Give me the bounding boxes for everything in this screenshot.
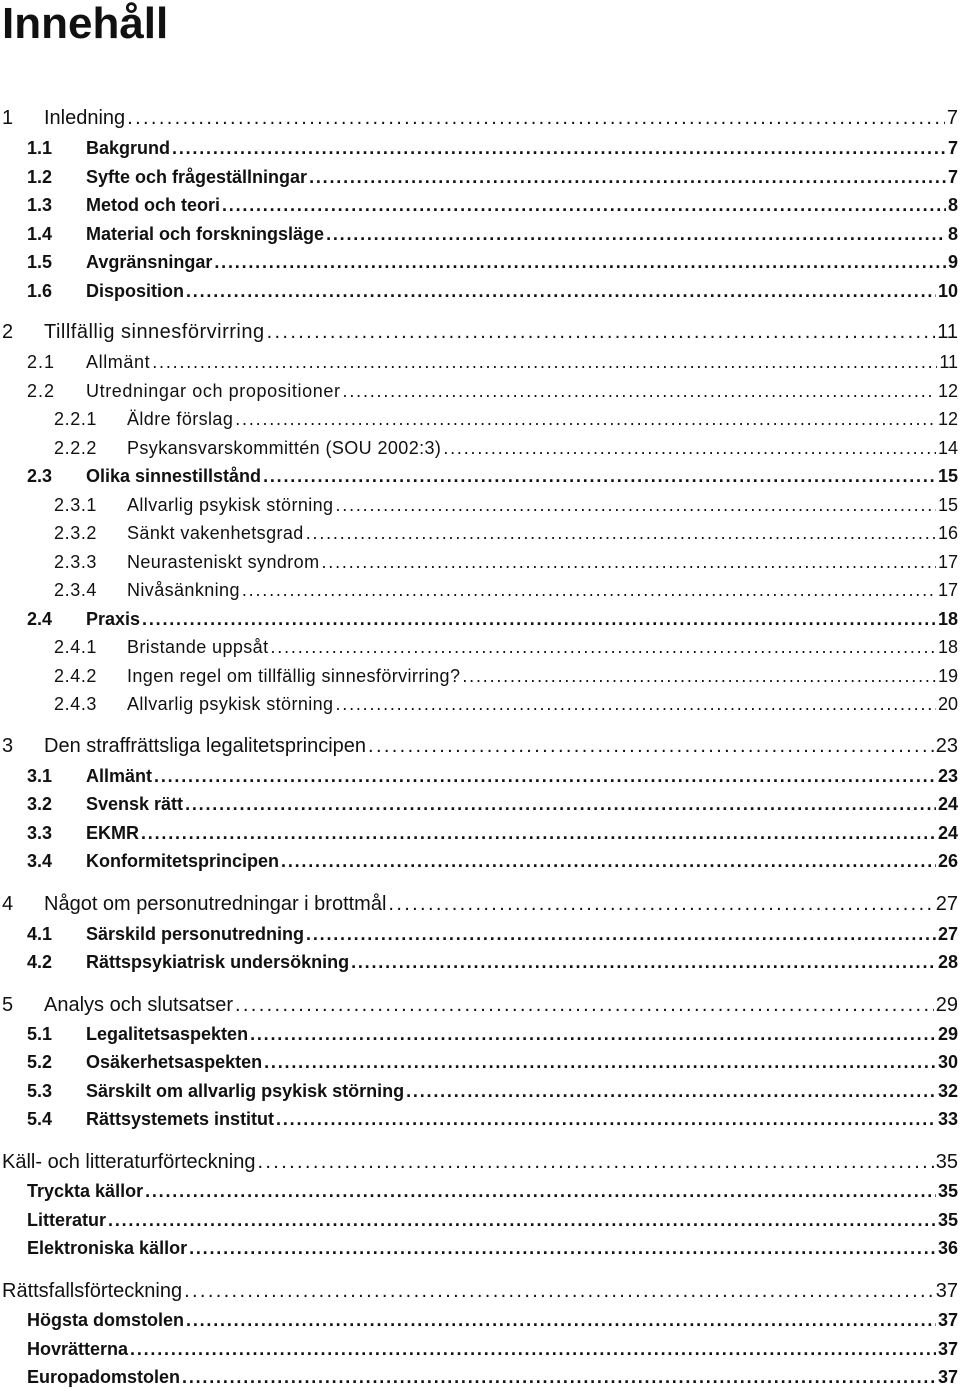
toc-entry[interactable] bbox=[0, 953, 958, 971]
section-number: 2.4.1 bbox=[54, 637, 98, 657]
dot-leader bbox=[189, 1239, 936, 1257]
section-number: 1.2 bbox=[27, 167, 53, 187]
toc-entry[interactable] bbox=[0, 1368, 958, 1386]
section-title: Legalitetsaspekten bbox=[86, 1024, 249, 1044]
toc-entry[interactable] bbox=[0, 382, 958, 400]
toc-entry[interactable] bbox=[0, 168, 958, 186]
dot-leader bbox=[172, 139, 946, 157]
section-title: Ingen regel om tillfällig sinnesförvirring? bbox=[127, 666, 461, 686]
toc-entry[interactable] bbox=[0, 824, 958, 842]
dot-leader bbox=[406, 1082, 936, 1100]
page-number: 37 bbox=[935, 1280, 958, 1302]
page-number: 37 bbox=[937, 1310, 958, 1330]
section-number: 5.2 bbox=[27, 1052, 53, 1072]
page-number: 23 bbox=[935, 735, 958, 757]
toc-entry[interactable] bbox=[0, 1340, 958, 1358]
toc-entry[interactable] bbox=[0, 1082, 958, 1100]
section-title: Den straffrättsliga legalitetsprincipen bbox=[44, 735, 367, 757]
dot-leader bbox=[185, 795, 936, 813]
page-number: 12 bbox=[937, 409, 958, 429]
section-title: Olika sinnestillstånd bbox=[86, 466, 262, 486]
toc-entry[interactable] bbox=[0, 581, 958, 599]
page-number: 37 bbox=[937, 1339, 958, 1359]
section-title: Särskild personutredning bbox=[86, 924, 305, 944]
page-number: 9 bbox=[947, 252, 958, 272]
page-number: 35 bbox=[937, 1181, 958, 1201]
section-number: 5.1 bbox=[27, 1024, 53, 1044]
toc-entry[interactable] bbox=[0, 196, 958, 214]
section-number: 4.1 bbox=[27, 924, 53, 944]
section-title: Nivåsänkning bbox=[127, 580, 240, 600]
page-number: 10 bbox=[937, 281, 958, 301]
dot-leader bbox=[250, 1025, 936, 1043]
section-number: 3.4 bbox=[27, 851, 53, 871]
section-number: 5.4 bbox=[27, 1109, 53, 1129]
page-number: 30 bbox=[937, 1052, 958, 1072]
section-title: Psykansvarskommittén (SOU 2002:3) bbox=[127, 438, 442, 458]
page-number: 35 bbox=[937, 1210, 958, 1230]
toc-entry[interactable] bbox=[0, 695, 958, 713]
section-number: 1.1 bbox=[27, 138, 53, 158]
toc-entry[interactable] bbox=[0, 1211, 958, 1229]
dot-leader bbox=[142, 610, 936, 628]
section-title: Praxis bbox=[86, 609, 141, 629]
section-number: 1.5 bbox=[27, 252, 53, 272]
toc-entry[interactable] bbox=[0, 667, 958, 685]
section-title: Särskilt om allvarlig psykisk störning bbox=[86, 1081, 405, 1101]
section-number: 4.2 bbox=[27, 952, 53, 972]
section-number: 1.6 bbox=[27, 281, 53, 301]
section-title: Konformitetsprincipen bbox=[86, 851, 280, 871]
section-title: Material och forskningsläge bbox=[86, 224, 325, 244]
dot-leader bbox=[271, 638, 936, 656]
page-number: 24 bbox=[937, 794, 958, 814]
section-number: 2 bbox=[2, 321, 14, 343]
section-title: Något om personutredningar i brottmål bbox=[44, 893, 387, 915]
dot-leader bbox=[184, 1281, 934, 1301]
page-number: 29 bbox=[937, 1024, 958, 1044]
toc-entry[interactable] bbox=[0, 439, 958, 457]
dot-leader bbox=[264, 1053, 936, 1071]
page-number: 8 bbox=[947, 224, 958, 244]
section-title: Bakgrund bbox=[86, 138, 171, 158]
dot-leader bbox=[222, 196, 946, 214]
section-title: Bristande uppsåt bbox=[127, 637, 269, 657]
section-number: 3.2 bbox=[27, 794, 53, 814]
section-title: Metod och teori bbox=[86, 195, 220, 215]
dot-leader bbox=[335, 496, 936, 514]
page-number: 12 bbox=[937, 381, 958, 401]
dot-leader bbox=[182, 1368, 936, 1386]
section-title: Tryckta källor bbox=[27, 1181, 144, 1201]
dot-leader bbox=[235, 995, 934, 1015]
dot-leader bbox=[276, 1110, 936, 1128]
dot-leader bbox=[321, 553, 935, 571]
toc-entry[interactable] bbox=[0, 139, 958, 157]
section-title: EKMR bbox=[86, 823, 139, 843]
dot-leader bbox=[242, 581, 936, 599]
dot-leader bbox=[235, 410, 936, 428]
page-number: 26 bbox=[937, 851, 958, 871]
dot-leader bbox=[263, 467, 936, 485]
section-title: Neurasteniskt syndrom bbox=[127, 552, 320, 572]
toc-entry[interactable] bbox=[0, 225, 958, 243]
toc-entry[interactable] bbox=[0, 553, 958, 571]
section-number: 2.3.4 bbox=[54, 580, 98, 600]
section-number: 2.1 bbox=[27, 352, 56, 372]
page-number: 16 bbox=[937, 523, 958, 543]
section-number: 2.2.1 bbox=[54, 409, 98, 429]
dot-leader bbox=[388, 894, 933, 914]
section-number: 1.3 bbox=[27, 195, 53, 215]
section-title: Disposition bbox=[86, 281, 184, 301]
dot-leader bbox=[108, 1211, 936, 1229]
section-title: Osäkerhetsaspekten bbox=[86, 1052, 263, 1072]
toc-entry[interactable] bbox=[0, 1281, 958, 1301]
toc-entry[interactable] bbox=[0, 795, 958, 813]
section-number: 2.3 bbox=[27, 466, 53, 486]
toc-entry[interactable] bbox=[0, 852, 958, 870]
section-title: Elektroniska källor bbox=[27, 1238, 188, 1258]
toc-entry[interactable] bbox=[0, 767, 958, 785]
dot-leader bbox=[306, 524, 936, 542]
page-number: 28 bbox=[937, 952, 958, 972]
toc-entry[interactable] bbox=[0, 253, 958, 271]
page-number: 11 bbox=[937, 321, 958, 343]
toc-entry[interactable] bbox=[0, 410, 958, 428]
section-number: 3.3 bbox=[27, 823, 53, 843]
dot-leader bbox=[145, 1182, 936, 1200]
section-title: Tillfällig sinnesförvirring bbox=[44, 321, 265, 343]
section-title: Sänkt vakenhetsgrad bbox=[127, 523, 304, 543]
section-title: Rättsystemets institut bbox=[86, 1109, 275, 1129]
page-number: 29 bbox=[935, 994, 958, 1016]
dot-leader bbox=[281, 852, 936, 870]
section-number: 1.4 bbox=[27, 224, 53, 244]
page-number: 18 bbox=[937, 609, 958, 629]
page-number: 20 bbox=[937, 694, 958, 714]
page-number: 7 bbox=[947, 138, 958, 158]
toc-entry[interactable] bbox=[0, 322, 958, 342]
section-number: 2.2 bbox=[27, 381, 56, 401]
section-number: 5.3 bbox=[27, 1081, 53, 1101]
page-number: 17 bbox=[937, 552, 958, 572]
page-title: Innehåll bbox=[2, 0, 169, 48]
dot-leader bbox=[214, 253, 946, 271]
page-number: 19 bbox=[937, 666, 958, 686]
dot-leader bbox=[309, 168, 946, 186]
toc-entry[interactable] bbox=[0, 894, 958, 914]
section-number: 2.2.2 bbox=[54, 438, 98, 458]
page-number: 11 bbox=[939, 352, 958, 372]
section-title: Allmänt bbox=[86, 766, 153, 786]
page-number: 17 bbox=[937, 580, 958, 600]
dot-leader bbox=[326, 225, 946, 243]
toc-entry[interactable] bbox=[0, 282, 958, 300]
dot-leader bbox=[257, 1152, 933, 1172]
section-title: Allvarlig psykisk störning bbox=[127, 495, 334, 515]
section-number: 2.3.3 bbox=[54, 552, 98, 572]
section-title: Litteratur bbox=[27, 1210, 107, 1230]
section-number: 2.4.3 bbox=[54, 694, 98, 714]
section-title: Svensk rätt bbox=[86, 794, 184, 814]
page-number: 24 bbox=[937, 823, 958, 843]
section-number: 1 bbox=[2, 107, 14, 129]
dot-leader bbox=[343, 382, 936, 400]
dot-leader bbox=[351, 953, 936, 971]
dot-leader bbox=[443, 439, 936, 457]
toc-entry[interactable] bbox=[0, 496, 958, 514]
section-number: 2.3.2 bbox=[54, 523, 98, 543]
page-number: 33 bbox=[937, 1109, 958, 1129]
dot-leader bbox=[186, 1311, 936, 1329]
section-title: Rättspsykiatrisk undersökning bbox=[86, 952, 350, 972]
section-title: Syfte och frågeställningar bbox=[86, 167, 308, 187]
page-number: 15 bbox=[937, 495, 958, 515]
page-number: 35 bbox=[935, 1151, 958, 1173]
page-number: 7 bbox=[947, 167, 958, 187]
section-number: 5 bbox=[2, 994, 14, 1016]
toc-entry[interactable] bbox=[0, 638, 958, 656]
section-title: Avgränsningar bbox=[86, 252, 213, 272]
section-title: Hovrätterna bbox=[27, 1339, 129, 1359]
toc-entry[interactable] bbox=[0, 524, 958, 542]
toc-entry[interactable] bbox=[0, 467, 958, 485]
dot-leader bbox=[141, 824, 936, 842]
toc-entry[interactable] bbox=[0, 1025, 958, 1043]
toc-entry[interactable] bbox=[0, 1239, 958, 1257]
section-number: 4 bbox=[2, 893, 14, 915]
page-number: 8 bbox=[947, 195, 958, 215]
toc-entry[interactable] bbox=[0, 353, 958, 371]
section-title: Rättsfallsförteckning bbox=[2, 1280, 183, 1302]
section-title: Inledning bbox=[44, 107, 126, 129]
section-title: Utredningar och propositioner bbox=[86, 381, 341, 401]
toc-entry[interactable] bbox=[0, 1110, 958, 1128]
page-number: 14 bbox=[937, 438, 958, 458]
page-number: 23 bbox=[937, 766, 958, 786]
dot-leader bbox=[306, 925, 936, 943]
dot-leader bbox=[186, 282, 936, 300]
section-number: 2.4 bbox=[27, 609, 53, 629]
toc-entry[interactable] bbox=[0, 1182, 958, 1200]
section-title: Käll- och litteraturförteckning bbox=[2, 1151, 256, 1173]
page-number: 37 bbox=[937, 1367, 958, 1387]
dot-leader bbox=[335, 695, 936, 713]
toc-entry[interactable] bbox=[0, 995, 958, 1015]
toc-entry[interactable] bbox=[0, 610, 958, 628]
toc-entry[interactable] bbox=[0, 736, 958, 756]
dot-leader bbox=[154, 767, 936, 785]
section-number: 2.4.2 bbox=[54, 666, 98, 686]
toc-entry[interactable] bbox=[0, 108, 958, 128]
page-number: 32 bbox=[937, 1081, 958, 1101]
page-number: 15 bbox=[937, 466, 958, 486]
dot-leader bbox=[368, 736, 934, 756]
page-number: 27 bbox=[935, 893, 958, 915]
dot-leader bbox=[130, 1340, 936, 1358]
section-title: Analys och slutsatser bbox=[44, 994, 233, 1016]
section-title: Äldre förslag bbox=[127, 409, 234, 429]
dot-leader bbox=[462, 667, 936, 685]
dot-leader bbox=[152, 353, 937, 371]
dot-leader bbox=[267, 322, 936, 342]
toc-entry[interactable] bbox=[0, 925, 958, 943]
page-number: 27 bbox=[937, 924, 958, 944]
toc-entry[interactable] bbox=[0, 1152, 958, 1172]
section-number: 3 bbox=[2, 735, 14, 757]
toc-entry[interactable] bbox=[0, 1311, 958, 1329]
section-title: Högsta domstolen bbox=[27, 1310, 185, 1330]
toc-entry[interactable] bbox=[0, 1053, 958, 1071]
page-number: 7 bbox=[946, 107, 958, 129]
section-title: Allvarlig psykisk störning bbox=[127, 694, 334, 714]
section-number: 2.3.1 bbox=[54, 495, 98, 515]
section-number: 3.1 bbox=[27, 766, 53, 786]
section-title: Allmänt bbox=[86, 352, 151, 372]
page-number: 36 bbox=[937, 1238, 958, 1258]
dot-leader bbox=[127, 108, 945, 128]
page-number: 18 bbox=[937, 637, 958, 657]
section-title: Europadomstolen bbox=[27, 1367, 181, 1387]
